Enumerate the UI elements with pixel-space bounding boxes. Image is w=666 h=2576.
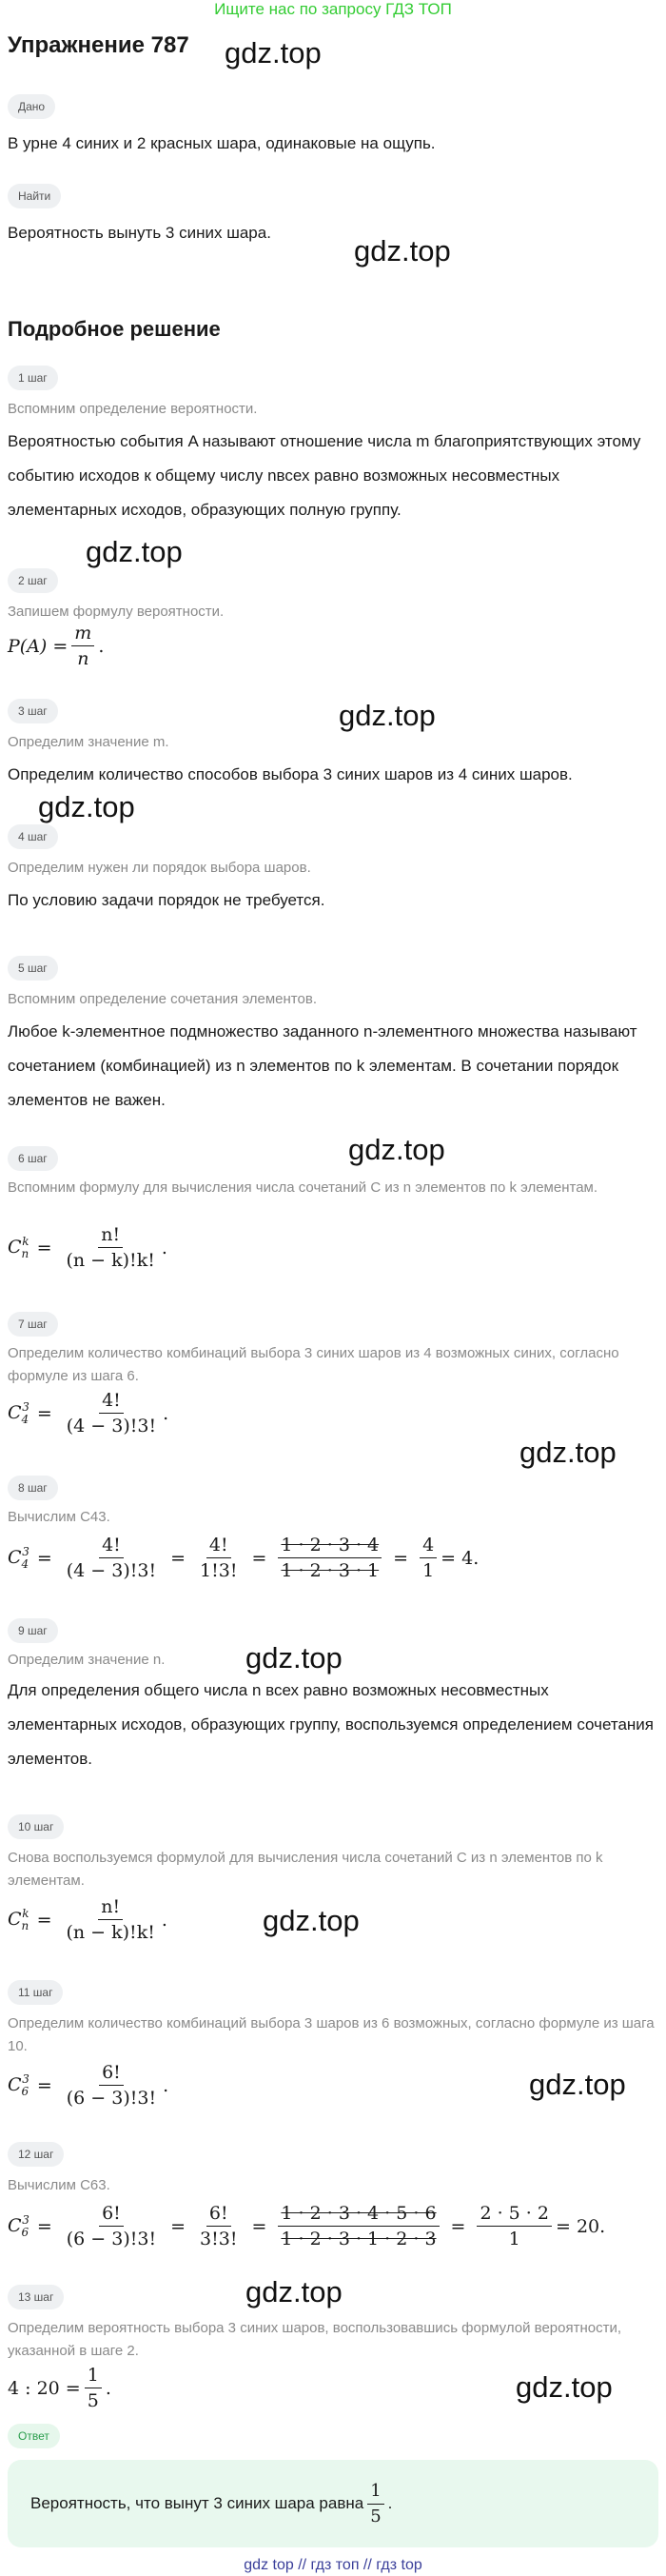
c63-calculation: $C_6^3$ = $\frac{6!}{(6 - 3)!3!}$ = $\frac{6!}{3!3!}$ = $\frac{1 \cdot 2 \cdot 3 \cdot 4 \cdot 5 \cdot 6}{1 \cdot 2 \cdot 3 \cdot 1 \cdot 2 \cdot 3}$ = $\frac{2 \cdot 5 \cdot 2}{1}$ = 20. (8, 2203, 606, 2249)
formula-tail: . (161, 1237, 167, 1258)
fraction (64, 1535, 159, 1581)
step-text: Определим количество способов выбора 3 синих шаров из 4 синих шаров. (8, 765, 573, 783)
c43-calculation: $C_4^3$ = $\frac{4!}{(4 - 3)!3!}$ = $\frac{4!}{1!3!}$ = $\frac{1 \cdot 2 \cdot 3 \cdot 4}{1 \cdot 2 \cdot 3 \cdot 1}$ = $\frac{4}{1}$ = 4. (8, 1535, 480, 1581)
step-hint: Вспомним формулу для вычисления числа сочетаний C из n элементов по k элементам. (8, 1179, 598, 1196)
step-hint: Вычислим C43. (8, 1509, 110, 1525)
step-badge: 12 шаг (8, 2142, 64, 2167)
numerator: 2 · 5 · 2 (477, 2203, 552, 2227)
denominator: 1 (508, 2229, 520, 2249)
watermark: gdz.top (245, 1641, 343, 1674)
numerator: n! (98, 1896, 123, 1920)
step-hint: Определим значение m. (8, 734, 169, 750)
step-hint: Определим количество комбинаций выбора 3 синих шаров из 4 возможных синих, согласно формуле из шага 6. (8, 1345, 619, 1384)
denominator: 1 · 2 · 3 · 1 (281, 1560, 380, 1581)
step-hint: Вспомним определение вероятности. (8, 401, 258, 417)
fraction (85, 2365, 102, 2411)
denominator: 5 (87, 2390, 99, 2411)
step-badge: 6 шаг (8, 1146, 58, 1171)
fraction (71, 623, 94, 669)
denominator: (4 − 3)!3! (66, 1416, 157, 1437)
fraction (64, 2062, 159, 2109)
formula-lhs: P(A) = (8, 635, 69, 657)
numerator: 4! (206, 1535, 231, 1558)
denominator: (6 − 3)!3! (66, 2229, 157, 2249)
formula-lhs: $C_n^k$ (8, 1235, 29, 1260)
step-badge: 11 шаг (8, 1980, 63, 2005)
fraction (63, 1896, 157, 1943)
step-hint: Снова воспользуемся формулой для вычисления числа сочетаний C из n элементов по k элементам. (8, 1850, 603, 1889)
step-hint: Определим значение n. (8, 1652, 166, 1668)
denominator: 5 (370, 2506, 382, 2526)
formula-lhs: 4 : 20 = (8, 2377, 81, 2399)
answer-fraction (367, 2481, 383, 2527)
denominator: 1!3! (200, 1560, 238, 1581)
find-text: Вероятность вынуть 3 синих шара. (8, 224, 271, 242)
step-hint: Запишем формулу вероятности. (8, 604, 225, 620)
fraction (63, 1224, 157, 1271)
formula-tail: . (163, 1402, 169, 1424)
page-title: Упражнение 787 (8, 32, 189, 58)
watermark: gdz.top (354, 234, 451, 268)
numerator: 1 · 2 · 3 · 4 · 5 · 6 (278, 2203, 439, 2227)
answer-tail: . (387, 2494, 393, 2512)
step-badge: 1 шаг (8, 366, 58, 390)
step-badge: 5 шаг (8, 956, 58, 981)
numerator: m (71, 623, 94, 646)
answer-box (8, 2460, 658, 2547)
step-badge: 9 шаг (8, 1618, 58, 1643)
step-hint: Определим количество комбинаций выбора 3 шаров из 6 возможных, согласно формуле из шага 10. (8, 2015, 655, 2054)
step-badge: 13 шаг (8, 2285, 64, 2309)
watermark: gdz.top (263, 1904, 360, 1937)
numerator: 4! (99, 1535, 124, 1558)
step-badge: 2 шаг (8, 568, 58, 593)
answer-badge: Ответ (8, 2424, 60, 2448)
step-hint: Вспомним определение сочетания элементов. (8, 991, 317, 1007)
fraction (278, 1535, 382, 1581)
numerator: 6! (206, 2203, 231, 2227)
numerator: 4 (420, 1535, 437, 1558)
formula-tail: . (163, 2074, 169, 2096)
denominator: 3!3! (200, 2229, 238, 2249)
step-text: Вероятностью события A называют отношение числа m благоприятствующих этому событию исходов к общему числу nвсех равно возможных несовместных элементарных исходов, образующих полную группу. (8, 432, 641, 519)
numerator: 6! (99, 2203, 124, 2227)
formula-result: = 4. (441, 1547, 480, 1569)
step-badge: 3 шаг (8, 699, 58, 723)
footer-links[interactable]: gdz top // гдз топ // гдз top (244, 2557, 422, 2573)
denominator: (6 − 3)!3! (66, 2088, 157, 2109)
solution-heading: Подробное решение (8, 317, 221, 341)
numerator: 1 (85, 2365, 102, 2388)
search-hint-link[interactable]: Ищите нас по запросу ГДЗ ТОП (214, 0, 452, 18)
watermark: gdz.top (245, 2275, 343, 2308)
watermark: gdz.top (516, 2370, 613, 2404)
step-badge: 8 шаг (8, 1476, 58, 1500)
denominator: (4 − 3)!3! (66, 1560, 157, 1581)
numerator: 1 (367, 2481, 383, 2505)
fraction (64, 1390, 159, 1437)
watermark: gdz.top (348, 1133, 445, 1166)
c43-formula: $C_4^3$ = $\frac{4!}{(4 - 3)!3!}$ . (8, 1390, 169, 1437)
fraction (278, 2203, 439, 2249)
watermark: gdz.top (519, 1436, 617, 1469)
fraction (197, 2203, 240, 2249)
denominator: 1 · 2 · 3 · 1 · 2 · 3 (281, 2229, 437, 2249)
fraction (477, 2203, 552, 2249)
fraction (197, 1535, 240, 1581)
watermark: gdz.top (529, 2068, 626, 2101)
formula-tail: . (105, 2377, 111, 2399)
numerator: n! (98, 1224, 123, 1248)
formula-tail: . (98, 635, 105, 657)
probability-result (8, 2365, 111, 2411)
step-hint: Определим вероятность выбора 3 синих шаров, воспользовавшись формулой вероятности, указанной в шаге 2. (8, 2320, 622, 2359)
formula-tail: . (161, 1909, 167, 1931)
step-hint: Вычислим C63. (8, 2177, 110, 2193)
step-text: По условию задачи порядок не требуется. (8, 891, 325, 909)
formula-result: = 20. (555, 2215, 606, 2237)
answer-text: Вероятность, что вынут 3 синих шара равна (30, 2494, 364, 2512)
numerator: 6! (99, 2062, 124, 2086)
watermark: gdz.top (339, 699, 436, 732)
step-hint: Определим нужен ли порядок выбора шаров. (8, 860, 311, 876)
watermark: gdz.top (38, 790, 135, 823)
combination-formula: $C_n^k$ = $\frac{n!}{(n - k)!k!}$ . (8, 1224, 167, 1271)
probability-formula (8, 623, 104, 669)
step-text: Для определения общего числа n всех равно возможных несовместных элементарных исходов, образующих группу, воспользуемся определением сочетания элементов. (8, 1681, 654, 1768)
denominator: 1 (422, 1560, 435, 1581)
fraction (420, 1535, 437, 1581)
given-text: В урне 4 синих и 2 красных шара, одинаковые на ощупь. (8, 134, 436, 152)
numerator: 4! (99, 1390, 124, 1414)
step-badge: 10 шаг (8, 1814, 64, 1839)
given-badge: Дано (8, 94, 55, 119)
step-badge: 4 шаг (8, 824, 58, 849)
fraction (64, 2203, 159, 2249)
find-badge: Найти (8, 184, 61, 208)
c63-formula: $C_6^3$ = $\frac{6!}{(6 - 3)!3!}$ . (8, 2062, 169, 2109)
step-text: Любое k-элементное подмножество заданного n-элементного множества называют сочетанием (комбинацией) из n элементов по k элементам. В сочетании порядок элементов не важен. (8, 1022, 637, 1109)
step-badge: 7 шаг (8, 1312, 58, 1337)
denominator: (n − k)!k! (66, 1250, 155, 1271)
watermark: gdz.top (86, 535, 183, 568)
denominator: n (77, 648, 89, 669)
watermark: gdz.top (225, 36, 322, 69)
numerator: 1 · 2 · 3 · 4 (278, 1535, 382, 1558)
combination-formula: $C_n^k$ = $\frac{n!}{(n - k)!k!}$ . (8, 1896, 167, 1943)
denominator: (n − k)!k! (66, 1922, 155, 1943)
